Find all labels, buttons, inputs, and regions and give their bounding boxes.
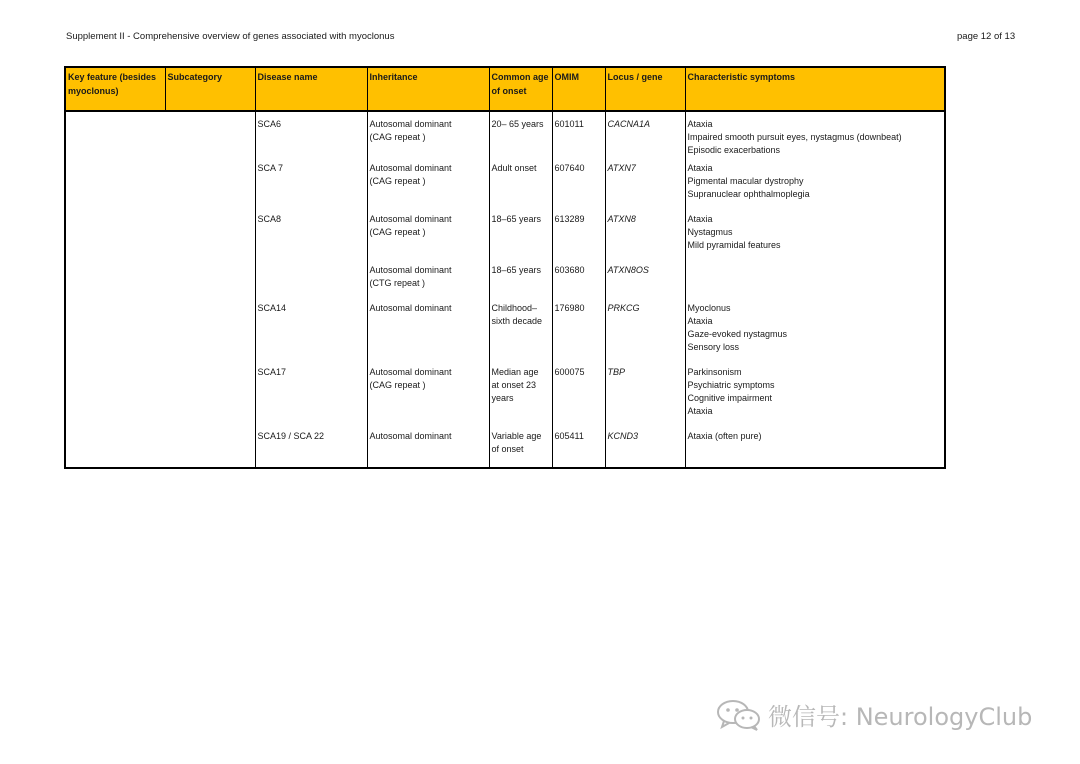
- column-header: Characteristic symptoms: [685, 67, 945, 111]
- gene-cell: [605, 213, 685, 264]
- symptoms-cell-line: Supranuclear ophthalmoplegia: [687, 189, 810, 199]
- symptoms-cell-line: Ataxia: [687, 406, 713, 416]
- symptoms-cell: [685, 430, 945, 468]
- inheritance-cell-line: (CTG repeat ): [369, 278, 426, 288]
- table-row: [65, 302, 945, 366]
- key-feature-cell: [65, 302, 165, 366]
- omim-cell-text: 176980: [554, 303, 585, 313]
- column-header: Locus / gene: [605, 67, 685, 111]
- symptoms-cell-line: Episodic exacerbations: [687, 145, 781, 155]
- disease-name-cell-text: SCA8: [257, 214, 282, 224]
- onset-cell-line: 18–65 years: [491, 214, 542, 224]
- gene-cell-text: ATXN7: [607, 163, 636, 173]
- subcategory-cell: [165, 111, 255, 162]
- onset-cell-line: Median age: [491, 367, 539, 377]
- omim-cell-text: 605411: [554, 431, 584, 441]
- onset-cell-line: at onset 23: [491, 380, 537, 390]
- onset-cell-line: of onset: [491, 444, 524, 454]
- onset-cell: [489, 213, 552, 264]
- inheritance-cell: [367, 162, 489, 213]
- symptoms-cell-line: Ataxia: [687, 214, 713, 224]
- omim-cell: [552, 302, 605, 366]
- symptoms-cell-line: Mild pyramidal features: [687, 240, 781, 250]
- inheritance-cell-line: Autosomal dominant: [369, 431, 452, 441]
- disease-name-cell: [255, 264, 367, 302]
- disease-name-cell: [255, 162, 367, 213]
- page-number: page 12 of 13: [957, 31, 1016, 42]
- document-header-title: Supplement II - Comprehensive overview of genes associated with myoclonus: [66, 31, 395, 42]
- onset-cell-line: Childhood–: [491, 303, 538, 313]
- column-header: OMIM: [552, 67, 605, 111]
- inheritance-cell: [367, 111, 489, 162]
- onset-cell: [489, 366, 552, 430]
- onset-cell: [489, 264, 552, 302]
- table-body: [65, 111, 945, 468]
- symptoms-cell-line: Myoclonus: [687, 303, 731, 313]
- inheritance-cell-line: Autosomal dominant: [369, 163, 452, 173]
- symptoms-cell: [685, 111, 945, 162]
- key-feature-cell: [65, 430, 165, 468]
- gene-cell-text: ATXN8OS: [607, 265, 649, 275]
- onset-cell: [489, 111, 552, 162]
- gene-cell: [605, 162, 685, 213]
- disease-name-cell-text: SCA14: [257, 303, 287, 313]
- column-header: Inheritance: [367, 67, 489, 111]
- table-row: [65, 264, 945, 302]
- disease-name-cell: [255, 111, 367, 162]
- disease-name-cell-text: SCA17: [257, 367, 287, 377]
- onset-cell-line: sixth decade: [491, 316, 543, 326]
- gene-cell-text: ATXN8: [607, 214, 636, 224]
- omim-cell: [552, 111, 605, 162]
- inheritance-cell-line: (CAG repeat ): [369, 132, 426, 142]
- key-feature-cell: [65, 264, 165, 302]
- column-header: Subcategory: [165, 67, 255, 111]
- symptoms-cell-line: Nystagmus: [687, 227, 733, 237]
- disease-name-cell: [255, 302, 367, 366]
- omim-cell: [552, 430, 605, 468]
- inheritance-cell-line: (CAG repeat ): [369, 176, 426, 186]
- onset-cell: [489, 430, 552, 468]
- key-feature-cell: [65, 162, 165, 213]
- omim-cell: [552, 162, 605, 213]
- subcategory-cell: [165, 430, 255, 468]
- onset-cell-line: 20– 65 years: [491, 119, 544, 129]
- subcategory-cell: [165, 264, 255, 302]
- symptoms-cell-line: Pigmental macular dystrophy: [687, 176, 804, 186]
- column-header: Key feature (besides myoclonus): [65, 67, 165, 111]
- subcategory-cell: [165, 162, 255, 213]
- disease-name-cell: [255, 366, 367, 430]
- subcategory-cell: [165, 366, 255, 430]
- column-header: Disease name: [255, 67, 367, 111]
- inheritance-cell-line: (CAG repeat ): [369, 227, 426, 237]
- inheritance-cell-line: (CAG repeat ): [369, 380, 426, 390]
- inheritance-cell: [367, 302, 489, 366]
- onset-cell-line: Variable age: [491, 431, 542, 441]
- symptoms-cell-line: Gaze-evoked nystagmus: [687, 329, 788, 339]
- inheritance-cell-line: Autosomal dominant: [369, 265, 452, 275]
- inheritance-cell-line: Autosomal dominant: [369, 119, 452, 129]
- table-row: [65, 366, 945, 430]
- symptoms-cell-line: Ataxia: [687, 163, 713, 173]
- subcategory-cell: [165, 302, 255, 366]
- inheritance-cell: [367, 366, 489, 430]
- symptoms-cell: [685, 213, 945, 264]
- omim-cell: [552, 366, 605, 430]
- table-header-row: [65, 67, 945, 111]
- disease-name-cell-text: SCA6: [257, 119, 282, 129]
- symptoms-cell-line: Ataxia: [687, 119, 713, 129]
- column-header: Common age of onset: [489, 67, 552, 111]
- gene-cell-text: KCND3: [607, 431, 639, 441]
- onset-cell: [489, 302, 552, 366]
- onset-cell-line: Adult onset: [491, 163, 537, 173]
- gene-cell-text: PRKCG: [607, 303, 640, 313]
- disease-name-cell: [255, 213, 367, 264]
- disease-name-cell: [255, 430, 367, 468]
- inheritance-cell: [367, 264, 489, 302]
- symptoms-cell: [685, 162, 945, 213]
- symptoms-cell-line: Cognitive impairment: [687, 393, 773, 403]
- symptoms-cell-line: Sensory loss: [687, 342, 740, 352]
- symptoms-cell-line: Ataxia (often pure): [687, 431, 762, 441]
- gene-cell: [605, 302, 685, 366]
- watermark: [716, 697, 1032, 732]
- gene-cell: [605, 366, 685, 430]
- symptoms-cell-line: Impaired smooth pursuit eyes, nystagmus (downbeat): [687, 132, 902, 142]
- onset-cell-line: years: [491, 393, 514, 403]
- symptoms-cell-line: Ataxia: [687, 316, 713, 326]
- table-row: [65, 162, 945, 213]
- omim-cell-text: 613289: [554, 214, 585, 224]
- omim-cell-text: 600075: [554, 367, 585, 377]
- disease-name-cell-text: SCA 7: [257, 163, 284, 173]
- key-feature-cell: [65, 213, 165, 264]
- inheritance-cell-line: Autosomal dominant: [369, 367, 452, 377]
- omim-cell: [552, 264, 605, 302]
- table-row: [65, 111, 945, 162]
- inheritance-cell: [367, 213, 489, 264]
- gene-cell-text: TBP: [607, 367, 626, 377]
- inheritance-cell-line: Autosomal dominant: [369, 303, 452, 313]
- disease-name-cell-text: SCA19 / SCA 22: [257, 431, 325, 441]
- symptoms-cell: [685, 366, 945, 430]
- table-row: [65, 213, 945, 264]
- onset-cell-line: 18–65 years: [491, 265, 542, 275]
- watermark-text: 微信号: NeurologyClub: [768, 703, 1033, 731]
- gene-cell: [605, 264, 685, 302]
- omim-cell: [552, 213, 605, 264]
- omim-cell-text: 601011: [554, 119, 584, 129]
- omim-cell-text: 607640: [554, 163, 585, 173]
- gene-overview-table: [64, 66, 946, 469]
- symptoms-cell: [685, 302, 945, 366]
- table-row: [65, 430, 945, 468]
- inheritance-cell-line: Autosomal dominant: [369, 214, 452, 224]
- gene-cell-text: CACNA1A: [607, 119, 651, 129]
- inheritance-cell: [367, 430, 489, 468]
- symptoms-cell-line: Psychiatric symptoms: [687, 380, 775, 390]
- gene-cell: [605, 430, 685, 468]
- key-feature-cell: [65, 111, 165, 162]
- onset-cell: [489, 162, 552, 213]
- gene-cell: [605, 111, 685, 162]
- key-feature-cell: [65, 366, 165, 430]
- subcategory-cell: [165, 213, 255, 264]
- omim-cell-text: 603680: [554, 265, 585, 275]
- wechat-icon: [716, 699, 762, 731]
- symptoms-cell: [685, 264, 945, 302]
- symptoms-cell-line: Parkinsonism: [687, 367, 742, 377]
